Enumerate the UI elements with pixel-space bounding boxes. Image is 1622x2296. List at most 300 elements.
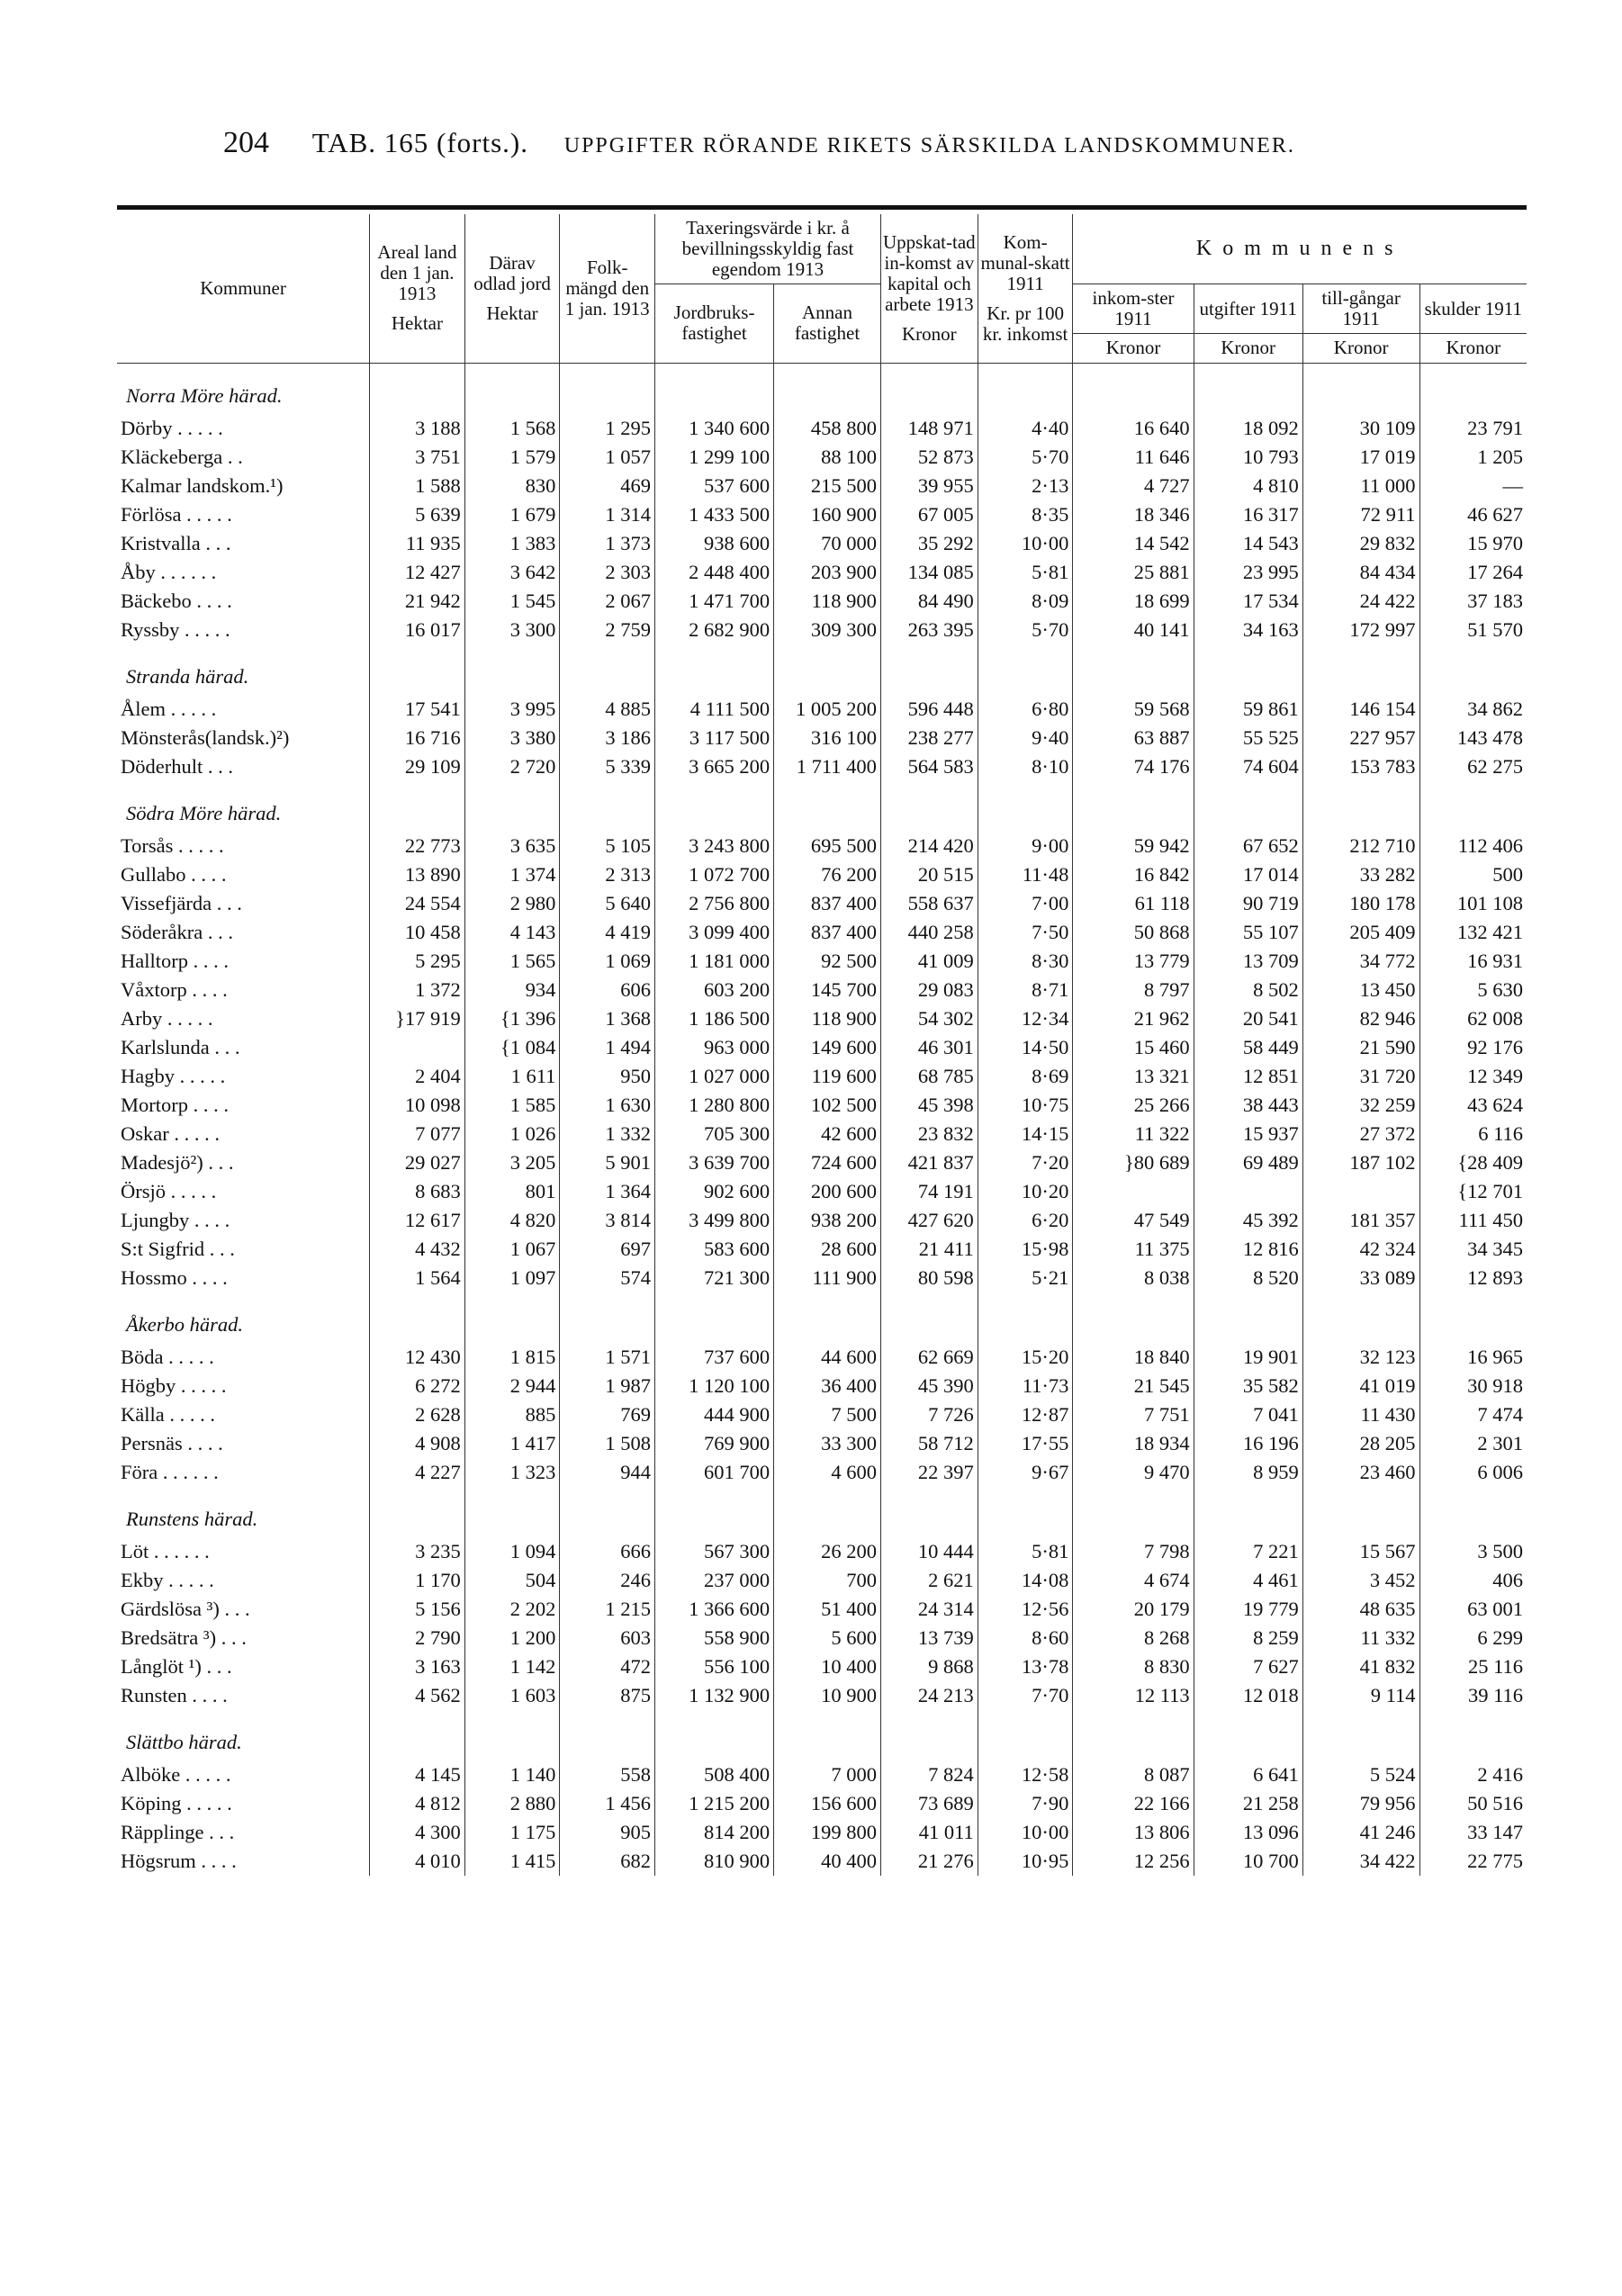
table-row bbox=[117, 1206, 1527, 1235]
table-cell: 33 147 bbox=[1419, 1818, 1527, 1847]
district-name: Åkerbo härad. bbox=[126, 1312, 243, 1336]
table-cell: 45 392 bbox=[1194, 1206, 1302, 1235]
table-cell: 84 490 bbox=[880, 587, 978, 616]
table-cell: 6·80 bbox=[978, 695, 1073, 724]
table-cell: 5·81 bbox=[978, 558, 1073, 587]
table-cell: 39 955 bbox=[880, 472, 978, 500]
table-cell: 1 097 bbox=[464, 1264, 560, 1292]
empty-cell bbox=[978, 781, 1073, 832]
table-cell: 8 830 bbox=[1073, 1652, 1194, 1681]
table-row bbox=[117, 724, 1527, 752]
table-cell: 12 816 bbox=[1194, 1235, 1302, 1264]
table-cell: 4 461 bbox=[1194, 1566, 1302, 1595]
table-cell: 1 630 bbox=[560, 1091, 655, 1120]
empty-cell bbox=[560, 781, 655, 832]
table-cell: 11 000 bbox=[1302, 472, 1419, 500]
table-cell: 12 256 bbox=[1073, 1847, 1194, 1876]
table-cell: 7 077 bbox=[370, 1120, 465, 1148]
kommun-name: Källa . . . . . bbox=[121, 1402, 215, 1426]
table-cell: 153 783 bbox=[1302, 752, 1419, 781]
kommun-name: Räpplinge . . . bbox=[121, 1820, 235, 1843]
table-cell: 3 186 bbox=[560, 724, 655, 752]
table-cell: 8 268 bbox=[1073, 1624, 1194, 1652]
table-cell: 16 640 bbox=[1073, 414, 1194, 443]
table-cell: 830 bbox=[464, 472, 560, 500]
table-cell: 8·10 bbox=[978, 752, 1073, 781]
table-cell: 12·34 bbox=[978, 1004, 1073, 1033]
table-cell: 32 259 bbox=[1302, 1091, 1419, 1120]
table-cell: 4 674 bbox=[1073, 1566, 1194, 1595]
table-cell: 63 001 bbox=[1419, 1595, 1527, 1624]
table-cell: 7 500 bbox=[774, 1400, 881, 1429]
table-cell: 119 600 bbox=[774, 1062, 881, 1091]
table-cell: 12·56 bbox=[978, 1595, 1073, 1624]
table-cell: 50 516 bbox=[1419, 1789, 1527, 1818]
table-cell: 67 005 bbox=[880, 500, 978, 529]
table-cell: 187 102 bbox=[1302, 1148, 1419, 1177]
table-cell: 1 368 bbox=[560, 1004, 655, 1033]
table-cell: 3 205 bbox=[464, 1148, 560, 1177]
table-cell: 18 934 bbox=[1073, 1429, 1194, 1458]
table-cell: 22 166 bbox=[1073, 1789, 1194, 1818]
empty-cell bbox=[464, 1487, 560, 1537]
table-cell: 934 bbox=[464, 976, 560, 1004]
table-cell: 68 785 bbox=[880, 1062, 978, 1091]
table-cell: 1 372 bbox=[370, 976, 465, 1004]
table-cell: 7 726 bbox=[880, 1400, 978, 1429]
table-cell: 9·67 bbox=[978, 1458, 1073, 1487]
table-cell: 1 094 bbox=[464, 1537, 560, 1566]
table-cell: 42 324 bbox=[1302, 1235, 1419, 1264]
empty-cell bbox=[1419, 1710, 1527, 1760]
table-cell: 58 449 bbox=[1194, 1033, 1302, 1062]
table-cell: 12 617 bbox=[370, 1206, 465, 1235]
table-cell: 9 470 bbox=[1073, 1458, 1194, 1487]
table-cell: 2 880 bbox=[464, 1789, 560, 1818]
table-cell: 1 067 bbox=[464, 1235, 560, 1264]
table-row bbox=[117, 832, 1527, 860]
table-cell: 18 699 bbox=[1073, 587, 1194, 616]
table-cell: 8·09 bbox=[978, 587, 1073, 616]
table-cell: 22 397 bbox=[880, 1458, 978, 1487]
table-cell: 8 520 bbox=[1194, 1264, 1302, 1292]
kommun-name: Ryssby . . . . . bbox=[121, 617, 230, 641]
table-cell: 2 202 bbox=[464, 1595, 560, 1624]
table-row bbox=[117, 529, 1527, 558]
table-cell: 55 525 bbox=[1194, 724, 1302, 752]
table-row bbox=[117, 1595, 1527, 1624]
table-cell: 13·78 bbox=[978, 1652, 1073, 1681]
kommun-name: Våxtorp . . . . bbox=[121, 977, 228, 1001]
kommun-name: Persnäs . . . . bbox=[121, 1431, 223, 1454]
table-cell: 84 434 bbox=[1302, 558, 1419, 587]
table-cell bbox=[1073, 1177, 1194, 1206]
kommun-name: Långlöt ¹) . . . bbox=[121, 1654, 232, 1678]
kommun-name: Löt . . . . . . bbox=[121, 1539, 210, 1562]
table-cell: 41 011 bbox=[880, 1818, 978, 1847]
table-cell: 564 583 bbox=[880, 752, 978, 781]
table-cell: 7·20 bbox=[978, 1148, 1073, 1177]
table-cell: 2 628 bbox=[370, 1400, 465, 1429]
table-cell: 11 375 bbox=[1073, 1235, 1194, 1264]
table-cell: 5·70 bbox=[978, 616, 1073, 644]
header-inkomster: inkom-ster 1911 bbox=[1073, 284, 1194, 334]
table-cell: 10·75 bbox=[978, 1091, 1073, 1120]
empty-cell bbox=[655, 644, 774, 695]
table-cell: 8 038 bbox=[1073, 1264, 1194, 1292]
kommun-name: Söderåkra . . . bbox=[121, 920, 233, 943]
table-cell: 11 332 bbox=[1302, 1624, 1419, 1652]
table-cell: 118 900 bbox=[774, 1004, 881, 1033]
table-cell: 666 bbox=[560, 1537, 655, 1566]
kommun-name: Ekby . . . . . bbox=[121, 1568, 214, 1591]
header-areal-unit: Hektar bbox=[391, 312, 443, 335]
table-cell: }17 919 bbox=[370, 1004, 465, 1033]
table-cell: 4 885 bbox=[560, 695, 655, 724]
table-cell: 30 109 bbox=[1302, 414, 1419, 443]
table-cell: 18 346 bbox=[1073, 500, 1194, 529]
table-cell: 146 154 bbox=[1302, 695, 1419, 724]
empty-cell bbox=[1302, 644, 1419, 695]
table-cell: 814 200 bbox=[655, 1818, 774, 1847]
table-cell: 4 727 bbox=[1073, 472, 1194, 500]
table-cell: 427 620 bbox=[880, 1206, 978, 1235]
table-cell: 102 500 bbox=[774, 1091, 881, 1120]
table-cell: 1 579 bbox=[464, 443, 560, 472]
table-cell: 4 419 bbox=[560, 918, 655, 947]
table-cell: 1 366 600 bbox=[655, 1595, 774, 1624]
table-cell: 14 542 bbox=[1073, 529, 1194, 558]
table-cell: 13 096 bbox=[1194, 1818, 1302, 1847]
table-cell: 172 997 bbox=[1302, 616, 1419, 644]
table-cell: 837 400 bbox=[774, 889, 881, 918]
table-cell: 16 842 bbox=[1073, 860, 1194, 889]
table-cell: 74 176 bbox=[1073, 752, 1194, 781]
table-cell: 7 751 bbox=[1073, 1400, 1194, 1429]
table-cell: 14·50 bbox=[978, 1033, 1073, 1062]
table-cell: 1 545 bbox=[464, 587, 560, 616]
table-cell: 12·87 bbox=[978, 1400, 1073, 1429]
empty-cell bbox=[1419, 1487, 1527, 1537]
table-cell: 837 400 bbox=[774, 918, 881, 947]
kommun-name: Torsås . . . . . bbox=[121, 833, 224, 857]
table-cell: 603 bbox=[560, 1624, 655, 1652]
table-cell: 1 170 bbox=[370, 1566, 465, 1595]
empty-cell bbox=[880, 781, 978, 832]
kommun-name: Bredsätra ³) . . . bbox=[121, 1625, 247, 1649]
empty-cell bbox=[774, 363, 881, 414]
table-cell: 5 901 bbox=[560, 1148, 655, 1177]
table-cell: 21 942 bbox=[370, 587, 465, 616]
table-cell: 51 400 bbox=[774, 1595, 881, 1624]
district-name: Runstens härad. bbox=[126, 1507, 258, 1530]
table-cell: 11·73 bbox=[978, 1372, 1073, 1400]
table-cell: 7·90 bbox=[978, 1789, 1073, 1818]
header-annan-fastighet: Annan fastighet bbox=[774, 284, 881, 363]
table-cell: 29 832 bbox=[1302, 529, 1419, 558]
table-cell: 205 409 bbox=[1302, 918, 1419, 947]
table-cell: 20 179 bbox=[1073, 1595, 1194, 1624]
empty-cell bbox=[1073, 1292, 1194, 1343]
table-cell: 20 515 bbox=[880, 860, 978, 889]
table-cell: 3 380 bbox=[464, 724, 560, 752]
table-cell: 1 181 000 bbox=[655, 947, 774, 976]
empty-cell bbox=[655, 363, 774, 414]
table-cell: 82 946 bbox=[1302, 1004, 1419, 1033]
empty-cell bbox=[774, 781, 881, 832]
table-cell: 80 598 bbox=[880, 1264, 978, 1292]
kommun-name: Karlslunda . . . bbox=[121, 1035, 240, 1058]
table-cell: 13 806 bbox=[1073, 1818, 1194, 1847]
table-cell: 4 812 bbox=[370, 1789, 465, 1818]
table-cell: 17 014 bbox=[1194, 860, 1302, 889]
table-cell: 700 bbox=[774, 1566, 881, 1595]
table-cell: 1 603 bbox=[464, 1681, 560, 1710]
table-cell: 63 887 bbox=[1073, 724, 1194, 752]
table-cell: 41 246 bbox=[1302, 1818, 1419, 1847]
empty-cell bbox=[370, 1487, 465, 1537]
table-cell: 3 235 bbox=[370, 1537, 465, 1566]
table-cell: 59 942 bbox=[1073, 832, 1194, 860]
table-cell: {28 409 bbox=[1419, 1148, 1527, 1177]
kommun-name: Förlösa . . . . . bbox=[121, 502, 232, 526]
table-cell: 8 259 bbox=[1194, 1624, 1302, 1652]
table-cell: 73 689 bbox=[880, 1789, 978, 1818]
table-row bbox=[117, 918, 1527, 947]
table-cell: 695 500 bbox=[774, 832, 881, 860]
table-row bbox=[117, 1458, 1527, 1487]
table-cell: 316 100 bbox=[774, 724, 881, 752]
table-cell: 34 345 bbox=[1419, 1235, 1527, 1264]
table-cell: 62 669 bbox=[880, 1343, 978, 1372]
table-cell: 16 965 bbox=[1419, 1343, 1527, 1372]
table-cell: 16 931 bbox=[1419, 947, 1527, 976]
empty-cell bbox=[1194, 781, 1302, 832]
table-cell: 33 300 bbox=[774, 1429, 881, 1458]
table-cell: 1 565 bbox=[464, 947, 560, 976]
empty-cell bbox=[978, 1487, 1073, 1537]
table-cell: 156 600 bbox=[774, 1789, 881, 1818]
empty-cell bbox=[464, 363, 560, 414]
table-row bbox=[117, 1235, 1527, 1264]
table-cell: 2 720 bbox=[464, 752, 560, 781]
table-cell: — bbox=[1419, 472, 1527, 500]
table-cell: 10·20 bbox=[978, 1177, 1073, 1206]
header-tillgangar: till-gångar 1911 bbox=[1302, 284, 1419, 334]
table-cell: 938 200 bbox=[774, 1206, 881, 1235]
table-cell: 724 600 bbox=[774, 1148, 881, 1177]
table-cell: 1 323 bbox=[464, 1458, 560, 1487]
empty-cell bbox=[370, 644, 465, 695]
table-cell: 149 600 bbox=[774, 1033, 881, 1062]
header-jordbruksfastighet: Jordbruks-fastighet bbox=[655, 284, 774, 363]
table-cell: 1 026 bbox=[464, 1120, 560, 1148]
table-cell: 21 258 bbox=[1194, 1789, 1302, 1818]
empty-cell bbox=[1302, 1710, 1419, 1760]
table-cell: 558 900 bbox=[655, 1624, 774, 1652]
table-cell: 21 545 bbox=[1073, 1372, 1194, 1400]
table-cell: 444 900 bbox=[655, 1400, 774, 1429]
table-cell: 10 793 bbox=[1194, 443, 1302, 472]
table-cell: 61 118 bbox=[1073, 889, 1194, 918]
table-cell: 45 398 bbox=[880, 1091, 978, 1120]
table-cell: 3 995 bbox=[464, 695, 560, 724]
empty-cell bbox=[560, 1292, 655, 1343]
table-cell: 92 176 bbox=[1419, 1033, 1527, 1062]
table-cell: 469 bbox=[560, 472, 655, 500]
table-cell: 1 332 bbox=[560, 1120, 655, 1148]
table-cell: 42 600 bbox=[774, 1120, 881, 1148]
table-cell: 3 499 800 bbox=[655, 1206, 774, 1235]
table-cell: 5 600 bbox=[774, 1624, 881, 1652]
table-cell: 1 415 bbox=[464, 1847, 560, 1876]
table-row bbox=[117, 1537, 1527, 1566]
table-cell: 46 627 bbox=[1419, 500, 1527, 529]
table-cell: 1 383 bbox=[464, 529, 560, 558]
table-cell: 7 798 bbox=[1073, 1537, 1194, 1566]
table-cell: 4 227 bbox=[370, 1458, 465, 1487]
table-cell: 682 bbox=[560, 1847, 655, 1876]
table-cell: 11 935 bbox=[370, 529, 465, 558]
empty-cell bbox=[464, 781, 560, 832]
table-cell: 214 420 bbox=[880, 832, 978, 860]
table-cell: 10 444 bbox=[880, 1537, 978, 1566]
table-cell: 3 635 bbox=[464, 832, 560, 860]
table-cell: 5 295 bbox=[370, 947, 465, 976]
table-cell: 4 600 bbox=[774, 1458, 881, 1487]
table-cell: 963 000 bbox=[655, 1033, 774, 1062]
table-cell: 27 372 bbox=[1302, 1120, 1419, 1148]
kommun-name: Gullabo . . . . bbox=[121, 862, 227, 886]
table-cell: 90 719 bbox=[1194, 889, 1302, 918]
header-taxeringsvarde: Taxeringsvärde i kr. å bevillningsskyldig fast egendom 1913 bbox=[655, 214, 881, 284]
table-cell: 21 276 bbox=[880, 1847, 978, 1876]
empty-cell bbox=[655, 1292, 774, 1343]
table-cell: 45 390 bbox=[880, 1372, 978, 1400]
table-cell: 1 585 bbox=[464, 1091, 560, 1120]
table-cell: 1 072 700 bbox=[655, 860, 774, 889]
table-cell: 8 683 bbox=[370, 1177, 465, 1206]
district-row bbox=[117, 1292, 1527, 1343]
table-cell: 29 027 bbox=[370, 1148, 465, 1177]
table-cell: 885 bbox=[464, 1400, 560, 1429]
table-cell: 9·00 bbox=[978, 832, 1073, 860]
header-kronor-utgifter: Kronor bbox=[1194, 334, 1302, 363]
table-cell: 1 295 bbox=[560, 414, 655, 443]
empty-cell bbox=[774, 1292, 881, 1343]
table-cell: 7 474 bbox=[1419, 1400, 1527, 1429]
kommun-name: Högby . . . . . bbox=[121, 1373, 227, 1397]
table-cell: 3 452 bbox=[1302, 1566, 1419, 1595]
table-cell: 29 109 bbox=[370, 752, 465, 781]
table-cell: 34 772 bbox=[1302, 947, 1419, 976]
table-cell: 944 bbox=[560, 1458, 655, 1487]
table-cell: 54 302 bbox=[880, 1004, 978, 1033]
table-cell: 13 890 bbox=[370, 860, 465, 889]
table-cell: 227 957 bbox=[1302, 724, 1419, 752]
table-cell: 406 bbox=[1419, 1566, 1527, 1595]
table-cell: 2 756 800 bbox=[655, 889, 774, 918]
table-row bbox=[117, 976, 1527, 1004]
table-cell: 21 962 bbox=[1073, 1004, 1194, 1033]
empty-cell bbox=[1302, 1487, 1419, 1537]
district-row bbox=[117, 781, 1527, 832]
table-cell: 3 243 800 bbox=[655, 832, 774, 860]
table-cell: 62 275 bbox=[1419, 752, 1527, 781]
table-cell: 472 bbox=[560, 1652, 655, 1681]
header-utgifter: utgifter 1911 bbox=[1194, 284, 1302, 334]
kommun-name: Vissefjärda . . . bbox=[121, 891, 242, 914]
table-cell: 29 083 bbox=[880, 976, 978, 1004]
header-skulder: skulder 1911 bbox=[1419, 284, 1527, 334]
kommun-name: Kläckeberga . . bbox=[121, 445, 243, 468]
table-cell: 238 277 bbox=[880, 724, 978, 752]
table-cell: 92 500 bbox=[774, 947, 881, 976]
table-cell: 905 bbox=[560, 1818, 655, 1847]
table-cell: 13 739 bbox=[880, 1624, 978, 1652]
table-cell: 13 709 bbox=[1194, 947, 1302, 976]
table-cell: 1 132 900 bbox=[655, 1681, 774, 1710]
table-row bbox=[117, 558, 1527, 587]
table-cell: 8·71 bbox=[978, 976, 1073, 1004]
table-cell: 583 600 bbox=[655, 1235, 774, 1264]
table-cell: 59 568 bbox=[1073, 695, 1194, 724]
table-cell: 508 400 bbox=[655, 1760, 774, 1789]
table-cell: 1 588 bbox=[370, 472, 465, 500]
empty-cell bbox=[560, 1710, 655, 1760]
district-name: Norra Möre härad. bbox=[126, 383, 283, 407]
table-cell: 3 163 bbox=[370, 1652, 465, 1681]
empty-cell bbox=[1194, 1710, 1302, 1760]
table-cell: 7·00 bbox=[978, 889, 1073, 918]
table-cell: 8 087 bbox=[1073, 1760, 1194, 1789]
empty-cell bbox=[1073, 1487, 1194, 1537]
table-row bbox=[117, 889, 1527, 918]
table-cell: 1 314 bbox=[560, 500, 655, 529]
district-row bbox=[117, 1487, 1527, 1537]
table-cell bbox=[370, 1033, 465, 1062]
table-cell: 7 000 bbox=[774, 1760, 881, 1789]
table-cell: 88 100 bbox=[774, 443, 881, 472]
table-cell: 1 373 bbox=[560, 529, 655, 558]
empty-cell bbox=[774, 644, 881, 695]
table-cell: 25 881 bbox=[1073, 558, 1194, 587]
table-cell: 4 111 500 bbox=[655, 695, 774, 724]
table-cell: 1 027 000 bbox=[655, 1062, 774, 1091]
table-row bbox=[117, 1343, 1527, 1372]
table-cell: 12 427 bbox=[370, 558, 465, 587]
table-cell: 12 851 bbox=[1194, 1062, 1302, 1091]
table-cell: 16 017 bbox=[370, 616, 465, 644]
empty-cell bbox=[880, 644, 978, 695]
table-cell: 2 404 bbox=[370, 1062, 465, 1091]
table-cell: 1 711 400 bbox=[774, 752, 881, 781]
table-cell: 500 bbox=[1419, 860, 1527, 889]
table-cell: 23 832 bbox=[880, 1120, 978, 1148]
district-name: Stranda härad. bbox=[126, 664, 249, 688]
kommun-name: Alböke . . . . . bbox=[121, 1762, 231, 1786]
table-cell: 28 205 bbox=[1302, 1429, 1419, 1458]
table-cell: 810 900 bbox=[655, 1847, 774, 1876]
district-row bbox=[117, 1710, 1527, 1760]
table-cell: 11 430 bbox=[1302, 1400, 1419, 1429]
empty-cell bbox=[1073, 781, 1194, 832]
table-cell: 5 640 bbox=[560, 889, 655, 918]
table-cell: 13 321 bbox=[1073, 1062, 1194, 1091]
table-cell: 246 bbox=[560, 1566, 655, 1595]
table-row bbox=[117, 1264, 1527, 1292]
empty-cell bbox=[880, 1292, 978, 1343]
